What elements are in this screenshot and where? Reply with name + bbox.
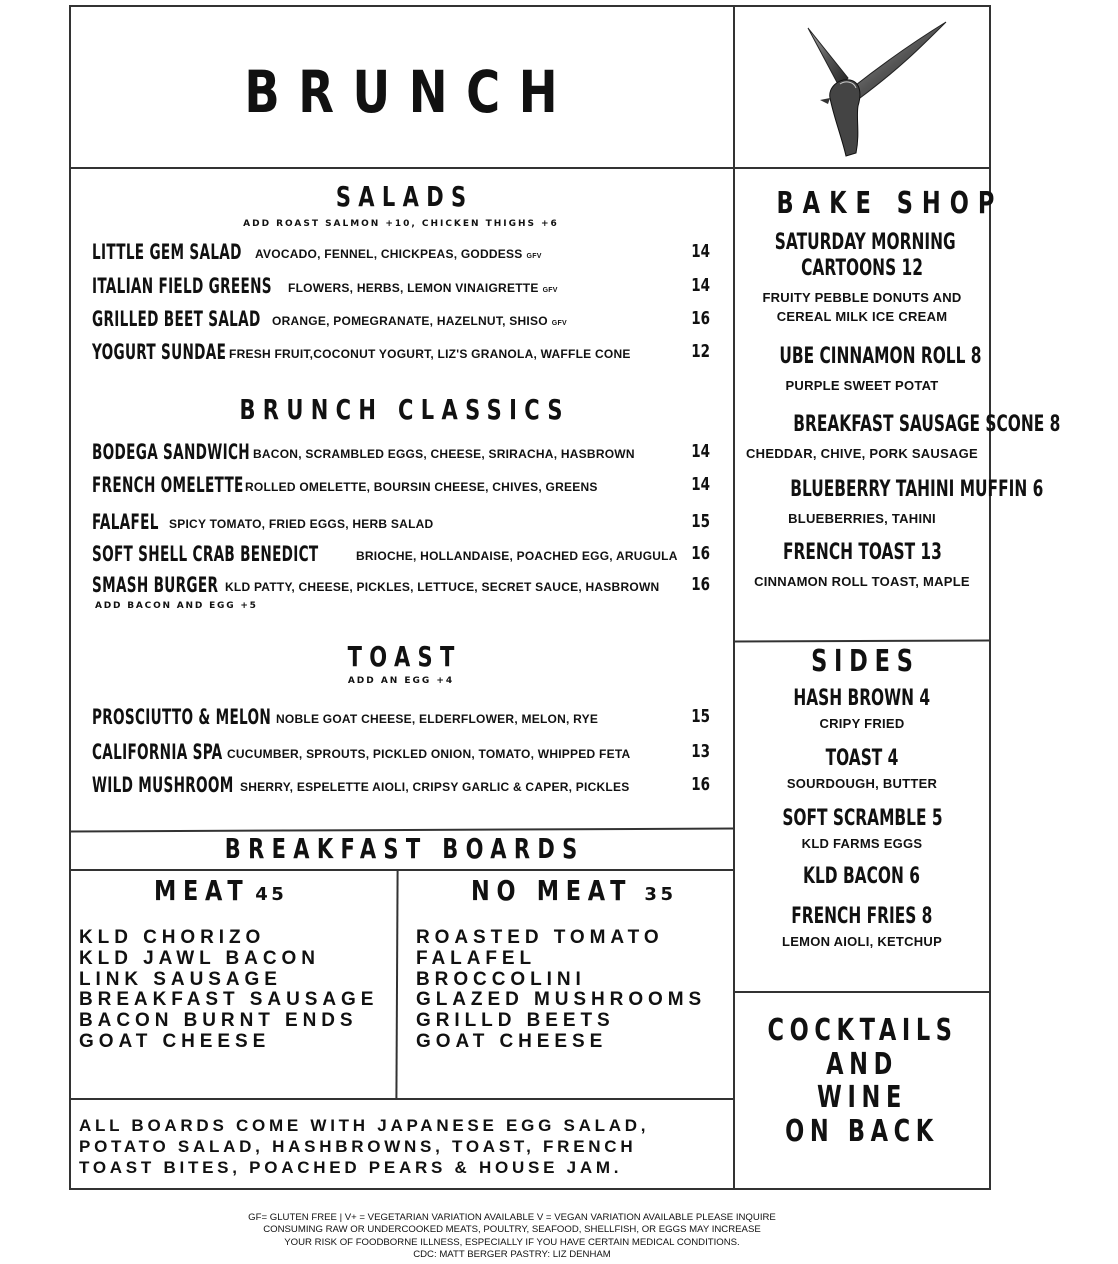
side-item-name-line [736, 806, 988, 833]
menu-item [92, 740, 712, 764]
salads-note: ADD ROAST SALMON +10, CHICKEN THIGHS +6 [243, 219, 559, 229]
bake-item-name-line [736, 412, 1061, 438]
side-item-name-line [736, 686, 988, 713]
list-item: KLD CHORIZO [79, 927, 266, 948]
bake-item-name: BLUEBERRY TAHINI MUFFIN 6 [790, 477, 1044, 502]
menu-item [92, 340, 712, 364]
list-item: GLAZED MUSHROOMS [416, 989, 707, 1011]
menu-item-description [227, 747, 630, 761]
menu-item-description [272, 314, 567, 328]
menu-item [92, 542, 712, 566]
footer-line: CDC: MATT BERGER PASTRY: LIZ DENHAM [413, 1249, 611, 1261]
menu-item-description-text: BRIOCHE, HOLLANDAISE, POACHED EGG, ARUGULA [356, 549, 678, 563]
menu-item-description-text: FLOWERS, HERBS, LEMON VINAIGRETTE [288, 281, 539, 295]
nomeat-price: 35 [644, 884, 677, 905]
menu-item-name: PROSCIUTTO & MELON [92, 705, 272, 729]
footer-line: YOUR RISK OF FOODBORNE ILLNESS, ESPECIALLY IF YOU HAVE CERTAIN MEDICAL CONDITIONS. [284, 1236, 740, 1248]
side-item-name: HASH BROWN 4 [793, 686, 931, 711]
side-item [736, 686, 988, 733]
side-item-description: LEMON AIOLI, KETCHUP [782, 934, 942, 949]
menu-item-description-text: NOBLE GOAT CHEESE, ELDERFLOWER, MELON, RYE [276, 712, 599, 726]
dietary-tag: GFV [551, 320, 567, 327]
menu-item [92, 307, 712, 331]
menu-item-price: 14 [691, 241, 710, 262]
menu-item-name: BODEGA SANDWICH [92, 440, 250, 464]
menu-item-description [245, 480, 598, 494]
menu-item-price: 14 [691, 441, 710, 462]
side-item-name: FRENCH FRIES 8 [791, 904, 933, 929]
meat-heading [154, 874, 287, 907]
menu-item [92, 240, 712, 264]
boards-note-line: ALL BOARDS COME WITH JAPANESE EGG SALAD, [79, 1116, 650, 1135]
side-item-name-line [736, 746, 988, 773]
menu-item [92, 473, 712, 497]
menu-item-price: 15 [691, 706, 710, 727]
menu-item-description-text: BACON, SCRAMBLED EGGS, CHEESE, SRIRACHA, HASBROWN [253, 447, 635, 461]
menu-item-price: 16 [691, 543, 710, 564]
bake-item-name-line [736, 540, 988, 566]
cocktails-line: WINE [817, 1080, 907, 1115]
list-item: LINK SAUSAGE [79, 968, 282, 990]
eagle-icon [800, 18, 950, 160]
menu-item-price: 13 [691, 741, 710, 762]
divider-boards-bottom [69, 1098, 734, 1100]
page-title: BRUNCH [244, 58, 577, 126]
menu-item-description [276, 712, 598, 726]
menu-item-name: CALIFORNIA SPA [92, 740, 223, 764]
divider-header [69, 167, 991, 169]
side-item-name-line [736, 904, 988, 931]
menu-item-description [253, 447, 635, 461]
menu-item-name: SOFT SHELL CRAB BENEDICT [92, 542, 319, 566]
bake-item [736, 540, 988, 591]
side-item [736, 746, 988, 793]
bake-item-name-line [736, 230, 988, 256]
menu-item-description-text: SPICY TOMATO, FRIED EGGS, HERB SALAD [169, 517, 434, 531]
menu-item-price: 15 [691, 511, 710, 532]
classics-title: BRUNCH CLASSICS [239, 393, 570, 426]
bake-shop-title: BAKE SHOP [776, 186, 1004, 221]
menu-item [92, 773, 712, 797]
menu-item-description [288, 281, 558, 295]
list-item: BREAKFAST SAUSAGE [79, 989, 379, 1011]
menu-item-description-text: CUCUMBER, SPROUTS, PICKLED ONION, TOMATO, WHIPPED FETA [227, 747, 631, 761]
menu-item-description-text: KLD PATTY, CHEESE, PICKLES, LETTUCE, SECRET SAUCE, HASBROWN [225, 580, 660, 594]
menu-item-price: 14 [691, 275, 710, 296]
boards-title: BREAKFAST BOARDS [224, 832, 585, 865]
cocktails-line: AND [826, 1046, 898, 1082]
menu-item-description [240, 780, 629, 794]
menu-item-description-text: AVOCADO, FENNEL, CHICKPEAS, GODDESS [255, 247, 523, 261]
menu-item-description [229, 347, 631, 361]
side-item-name: SOFT SCRAMBLE 5 [781, 806, 943, 831]
boards-note [79, 1116, 649, 1178]
menu-item [92, 274, 712, 298]
bake-item-description: CINNAMON ROLL TOAST, MAPLE [754, 574, 970, 589]
side-item-name: TOAST 4 [825, 746, 899, 771]
bake-item-description: CEREAL MILK ICE CREAM [776, 309, 948, 324]
list-item: GOAT CHEESE [79, 1030, 271, 1052]
list-item: KLD JAWL BACON [79, 947, 320, 969]
menu-item-description [169, 517, 433, 531]
side-item-name-line [736, 864, 988, 891]
menu-item-description [356, 549, 678, 563]
list-item: GRILLD BEETS [416, 1010, 615, 1032]
menu-item-name: ITALIAN FIELD GREENS [92, 274, 272, 298]
burger-note: ADD BACON AND EGG +5 [95, 601, 258, 611]
menu-item-description-text: ORANGE, POMEGRANATE, HAZELNUT, SHISO [272, 314, 548, 328]
menu-item-description [225, 580, 659, 594]
divider-sides-cocktails [733, 991, 991, 993]
menu-item [92, 440, 712, 464]
bake-item-description: PURPLE SWEET POTAT [785, 378, 939, 393]
menu-item [92, 705, 712, 729]
menu-item-price: 16 [691, 574, 710, 595]
boards-note-line: TOAST BITES, POACHED PEARS & HOUSE JAM. [79, 1157, 623, 1177]
bake-item-name-line [736, 344, 988, 370]
side-item-name: KLD BACON 6 [803, 864, 921, 889]
footer-line: GF= GLUTEN FREE | V+ = VEGETARIAN VARIATION AVAILABLE V = VEGAN VARIATION AVAILABLE PLEASE INQUIRE [248, 1212, 776, 1223]
bake-item-description: CHEDDAR, CHIVE, PORK SAUSAGE [746, 446, 978, 461]
footer-line: CONSUMING RAW OR UNDERCOOKED MEATS, POULTRY, SEAFOOD, SHELLFISH, OR EGGS MAY INCREASE [263, 1224, 761, 1236]
menu-item-description-text: FRESH FRUIT,COCONUT YOGURT, LIZ'S GRANOLA, WAFFLE CONE [229, 347, 631, 361]
divider-boards-title [69, 869, 734, 871]
menu-item-name: YOGURT SUNDAE [92, 340, 227, 364]
list-item: BROCCOLINI [416, 968, 586, 990]
list-item: GOAT CHEESE [416, 1030, 608, 1052]
nomeat-list [416, 928, 706, 1053]
list-item: BACON BURNT ENDS [79, 1010, 358, 1032]
side-item-description: KLD FARMS EGGS [801, 836, 923, 851]
menu-item-name: FALAFEL [92, 510, 159, 534]
menu-item [92, 510, 712, 534]
bake-item [736, 230, 988, 326]
side-item [736, 904, 988, 951]
divider-vertical [733, 5, 735, 1190]
bake-item-name-line [736, 477, 1044, 503]
dietary-tag: GFV [542, 287, 558, 294]
menu-item [92, 573, 712, 597]
menu-item-price: 16 [691, 774, 710, 795]
sides-title: SIDES [811, 644, 920, 679]
bake-item-name: BREAKFAST SAUSAGE SCONE 8 [793, 412, 1061, 437]
menu-item-name: GRILLED BEET SALAD [92, 307, 261, 331]
bake-item [736, 344, 988, 395]
bake-item-name: UBE CINNAMON ROLL 8 [779, 344, 982, 369]
bake-item-name: SATURDAY MORNING [774, 230, 956, 255]
menu-item-name: WILD MUSHROOM [92, 773, 234, 797]
bake-item-name: FRENCH TOAST 13 [782, 540, 942, 565]
bake-item-name: CARTOONS 12 [801, 256, 923, 281]
cocktails-line: COCKTAILS [767, 1013, 958, 1048]
menu-item-price: 12 [691, 341, 710, 362]
side-item [736, 864, 988, 891]
menu-item-description [255, 247, 542, 261]
bake-item [736, 477, 1044, 528]
bake-item-description: BLUEBERRIES, TAHINI [788, 511, 936, 526]
boards-note-line: POTATO SALAD, HASHBROWNS, TOAST, FRENCH [79, 1136, 637, 1156]
bake-item-name-line [736, 256, 988, 282]
meat-price: 45 [255, 884, 288, 905]
list-item: ROASTED TOMATO [416, 927, 664, 948]
cocktails-line: ON BACK [785, 1113, 939, 1149]
side-item-description: CRIPY FRIED [819, 716, 905, 731]
menu-item-name: FRENCH OMELETTE [92, 473, 244, 497]
salads-title: SALADS [335, 180, 474, 213]
nomeat-title: NO MEAT [471, 874, 633, 907]
nomeat-heading [471, 874, 677, 907]
dietary-tag: GFV [526, 253, 542, 260]
bake-item [736, 412, 1061, 463]
list-item: FALAFEL [416, 947, 537, 969]
meat-title: MEAT [154, 874, 250, 907]
footer-notes [0, 1212, 1024, 1262]
menu-item-name: LITTLE GEM SALAD [92, 240, 242, 264]
side-item [736, 806, 988, 853]
bake-item-description: FRUITY PEBBLE DONUTS AND [762, 290, 962, 305]
menu-item-price: 16 [691, 308, 710, 329]
cocktails-note [736, 1014, 988, 1148]
side-item-description: SOURDOUGH, BUTTER [786, 776, 938, 791]
menu-item-name: SMASH BURGER [92, 573, 219, 597]
meat-list [79, 928, 378, 1053]
toast-note: ADD AN EGG +4 [347, 676, 455, 686]
menu-item-description-text: ROLLED OMELETTE, BOURSIN CHEESE, CHIVES, GREENS [245, 480, 598, 494]
toast-title: TOAST [347, 640, 462, 673]
menu-item-price: 14 [691, 474, 710, 495]
menu-item-description-text: SHERRY, ESPELETTE AIOLI, CRIPSY GARLIC & CAPER, PICKLES [240, 780, 630, 794]
